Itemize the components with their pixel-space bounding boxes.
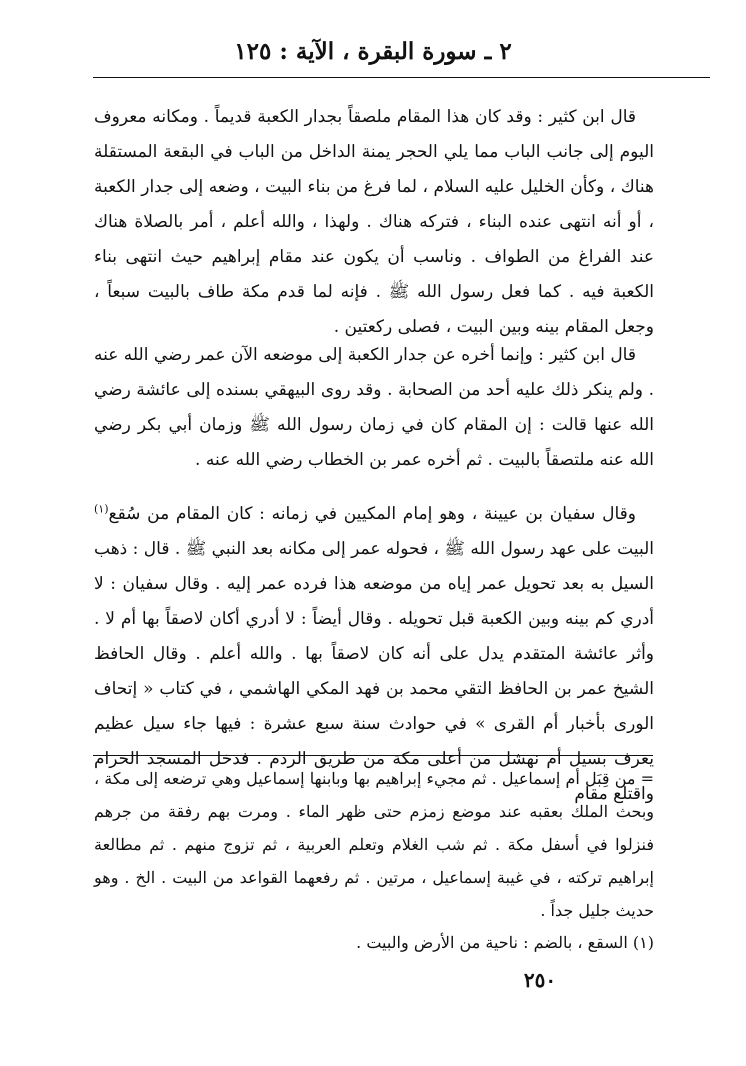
header-rule — [93, 77, 710, 78]
paragraph-text-part: البيت على عهد رسول الله ﷺ ، فحوله عمر إلى مكانه بعد النبي ﷺ . قال : ذهب السيل به بعد تحويل عمر إياه من موضعه هذا فرده عمر إليه . وقال سفيان : لا أدري كم بينه وبين الكعبة قبل تحويله . وقال أيضاً : لا أدري أكان لاصقاً بها أم لا . وأثر عائشة المتقدم يدل على أنه كان لاصقاً بها . والله أعلم . وقال الحافظ الشيخ عمر بن الحافظ التقي محمد بن فهد المكي الهاشمي ، في كتاب « إتحاف الورى بأخبار أم القرى » في حوادث سنة سبع عشرة : فيها جاء سيل عظيم يعرف بسيل أم نهشل من أعلى مكة من طريق الردم . فدخل المسجد الحرام واقتلع مقام — [94, 539, 654, 804]
footnote-reference-mark: (١) — [94, 502, 109, 516]
footnote-separator-rule — [93, 755, 653, 756]
body-paragraph-2 — [94, 338, 654, 488]
running-header: ٢ ـ سورة البقرة ، الآية : ١٢٥ — [234, 38, 512, 65]
footnote-text: (١) السقع ، بالضم : ناحية من الأرض والبيت . — [356, 933, 654, 952]
page-number: ٢٥٠ — [523, 968, 557, 992]
body-paragraph-1 — [94, 100, 654, 337]
body-paragraph-3 — [94, 497, 654, 804]
paragraph-text-part: وقال سفيان بن عيينة ، وهو إمام المكيين في زمانه : كان المقام من سُقع — [108, 504, 636, 524]
paragraph-text: قال ابن كثير : وقد كان هذا المقام ملصقاً بجدار الكعبة قديماً . ومكانه معروف اليوم إلى جانب الباب مما يلي الحجر يمنة الداخل من الباب في البقعة المستقلة هناك ، وكأن الخليل عليه السلام ، لما فرغ من بناء البيت ، وضعه إلى جدار الكعبة ، أو أنه انتهى عنده البناء ، فتركه هناك . ولهذا ، والله أعلم ، أمر بالصلاة هناك عند الفراغ من الطواف . وناسب أن يكون عند مقام إبراهيم حيث انتهى بناء الكعبة فيه . كما فعل رسول الله ﷺ . فإنه لما قدم مكة طاف بالبيت سبعاً ، وجعل المقام بينه وبين البيت ، فصلى ركعتين . — [94, 107, 654, 337]
paragraph-text: قال ابن كثير : وإنما أخره عن جدار الكعبة إلى موضعه الآن عمر رضي الله عنه . ولم ينكر ذلك عليه أحد من الصحابة . وقد روى البيهقي بسنده إلى عائشة رضي الله عنها قالت : إن المقام كان في زمان رسول الله ﷺ وزمان أبي بكر رضي الله عنه ملتصقاً بالبيت . ثم أخره عمر بن الخطاب رضي الله عنه . — [94, 345, 654, 470]
footnote-1 — [94, 926, 654, 962]
footnote-continued — [94, 762, 654, 927]
footnote-text: = من قِبَل أم إسماعيل . ثم مجيء إبراهيم بها وبابنها إسماعيل وهي ترضعه إلى مكة ، وبحث الملك بعقبه عند موضع زمزم حتى ظهر الماء . ومرت بهم رفقة من جرهم فنزلوا في أسفل مكة . ثم شب الغلام وتعلم العربية ، ثم تزوج منهم . ثم مطالعة إبراهيم تركته ، في غيبة إسماعيل ، مرتين . ثم رفعهما القواعد من البيت . الخ . وهو حديث جليل جداً . — [94, 769, 654, 920]
